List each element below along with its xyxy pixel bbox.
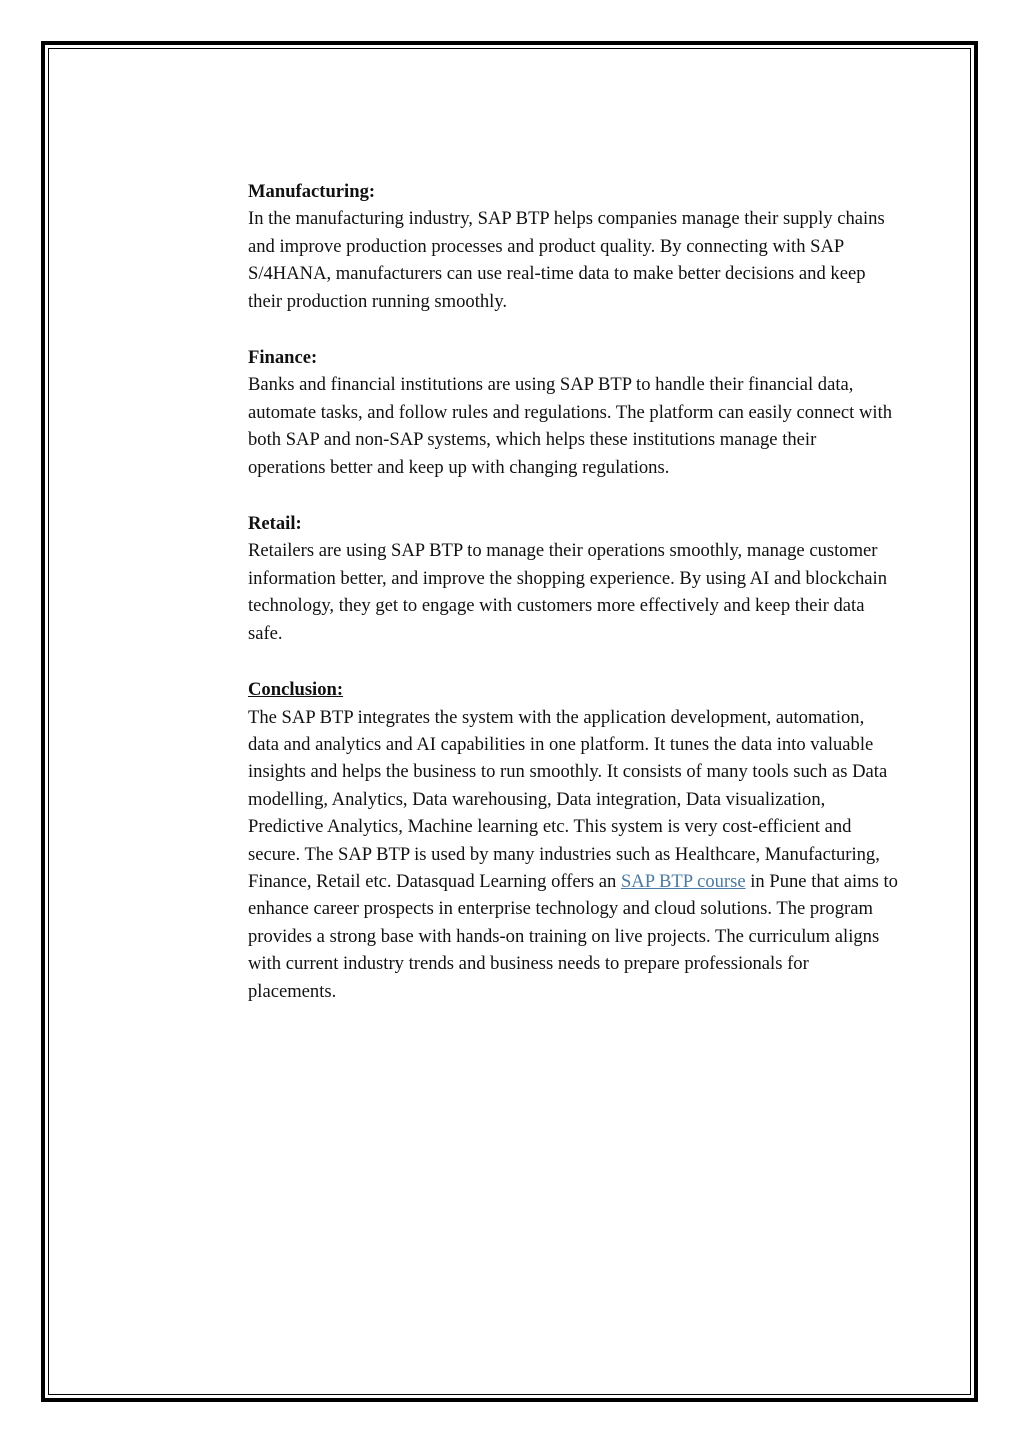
section-heading: Manufacturing: (248, 181, 376, 202)
section-conclusion (248, 676, 898, 1005)
conclusion-heading: Conclusion: (248, 679, 344, 701)
section-paragraph: Retailers are using SAP BTP to manage their operations smoothly, manage customer information better, and improve the shopping experience. By using AI and blockchain technology, they get to engage with customers more effectively and keep their data safe. (248, 540, 888, 644)
document-body (248, 178, 898, 1034)
conclusion-paragraph (248, 704, 898, 1005)
sap-btp-course-link[interactable]: SAP BTP course (620, 870, 746, 892)
conclusion-text-before-link: The SAP BTP integrates the system with the application development, automation, data and analytics and AI capabilities in one platform. It tunes the data into valuable insights and helps the business to run smoothly. It consists of many tools such as Data modelling, Analytics, Data warehousing, Data integration, Data visualization, Predictive Analytics, Machine learning etc. This system is very cost-efficient and secure. The SAP BTP is used by many industries such as Healthcare, Manufacturing, Finance, Retail etc. Datasquad Learning offers an (248, 706, 888, 892)
section-finance (248, 344, 898, 481)
section-paragraph: Banks and financial institutions are using SAP BTP to handle their financial data, automate tasks, and follow rules and regulations. The platform can easily connect with both SAP and non-SAP systems, which helps these institutions manage their operations better and keep up with changing regulations. (248, 374, 893, 478)
conclusion-text-after-link: in Pune that aims to enhance career prospects in enterprise technology and cloud solutions. The program provides a strong base with hands-on training on live projects. The curriculum aligns with current industry trends and business needs to prepare professionals for placements. (248, 870, 898, 1002)
section-heading: Finance: (248, 347, 318, 369)
section-manufacturing (248, 178, 898, 315)
section-paragraph: In the manufacturing industry, SAP BTP helps companies manage their supply chains and improve production processes and product quality. By connecting with SAP S/4HANA, manufacturers can use real-time data to make better decisions and keep their production running smoothly. (248, 208, 885, 312)
section-heading: Retail: (248, 513, 302, 535)
section-retail (248, 510, 898, 647)
